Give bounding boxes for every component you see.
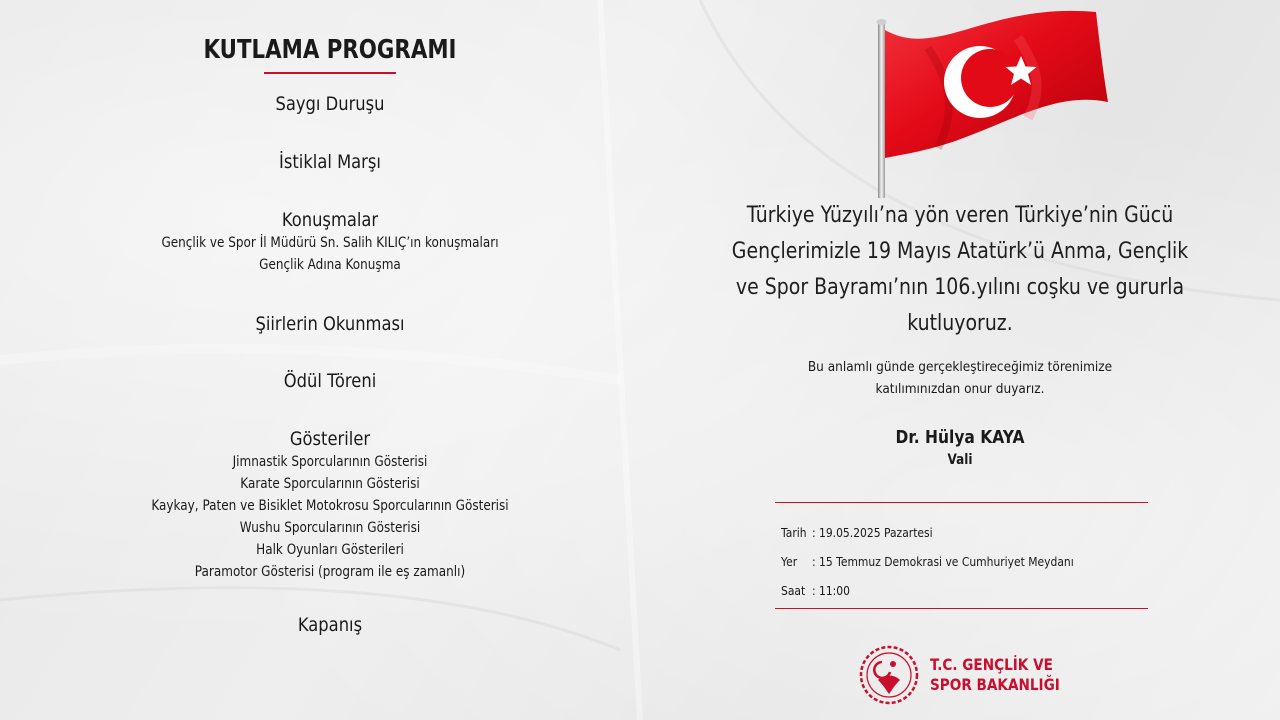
- time-value: : 11:00: [811, 583, 850, 598]
- event-date-row: [781, 518, 1091, 547]
- section-item: Kaykay, Paten ve Bisiklet Motokrosu Sporcularının Gösterisi: [151, 498, 509, 514]
- announcement: [660, 198, 1260, 470]
- section-item: Wushu Sporcularının Gösterisi: [239, 520, 421, 536]
- event-place-row: [781, 547, 1091, 576]
- time-label: Saat: [781, 583, 806, 598]
- event-details: [781, 518, 1141, 605]
- program-section-poems: [110, 312, 550, 336]
- celebration-program: [110, 30, 550, 74]
- ministry-name-line: T.C. GENÇLİK VE: [930, 655, 1053, 674]
- headline-line: ve Spor Bayramı’nın 106.yılını coşku ve gururla kutluyoruz.: [735, 275, 1185, 336]
- section-heading: Saygı Duruşu: [275, 93, 385, 115]
- section-item: Karate Sporcularının Gösterisi: [240, 476, 420, 492]
- turkish-flag-image: [868, 8, 1118, 198]
- program-section-speeches: [110, 208, 550, 276]
- program-section-moment-of-silence: [110, 92, 550, 116]
- invitation-line: Bu anlamlı günde gerçekleştireceğimiz törenimize: [807, 359, 1113, 375]
- section-heading: Şiirlerin Okunması: [255, 313, 405, 335]
- invitation-text: [690, 356, 1230, 400]
- title-underline: [264, 72, 396, 74]
- ministry-logo-icon: [858, 644, 920, 706]
- event-time-row: [781, 576, 1091, 605]
- section-heading: İstiklal Marşı: [279, 151, 381, 173]
- section-item: Gençlik ve Spor İl Müdürü Sn. Salih KILIÇ’ın konuşmaları: [161, 235, 499, 251]
- section-heading: Ödül Töreni: [283, 370, 377, 392]
- section-heading: Gösteriler: [289, 428, 371, 450]
- section-item: Halk Oyunları Gösterileri: [256, 542, 404, 558]
- section-heading: Konuşmalar: [281, 209, 379, 231]
- section-item: Gençlik Adına Konuşma: [259, 257, 401, 273]
- program-section-national-anthem: [110, 150, 550, 174]
- date-label: Tarih: [781, 525, 807, 540]
- info-top-rule: [775, 502, 1148, 503]
- info-bottom-rule: [775, 608, 1148, 609]
- invitation-line: katılımınızdan onur duyarız.: [875, 381, 1045, 397]
- signer-title: Vali: [947, 452, 973, 468]
- section-item: Jimnastik Sporcularının Gösterisi: [232, 454, 428, 470]
- ministry-name-line: SPOR BAKANLIĞI: [930, 675, 1060, 694]
- section-item: Paramotor Gösterisi (program ile eş zamanlı): [194, 564, 466, 580]
- program-section-closing: [110, 613, 550, 637]
- place-label: Yer: [781, 554, 798, 569]
- place-value: : 15 Temmuz Demokrasi ve Cumhuriyet Meydanı: [811, 554, 1074, 569]
- signer-name: Dr. Hülya KAYA: [895, 427, 1025, 448]
- date-value: : 19.05.2025 Pazartesi: [811, 525, 933, 540]
- ministry-name: [930, 655, 1060, 695]
- headline-line: Türkiye Yüzyılı’na yön veren Türkiye’nin Gücü: [746, 203, 1174, 228]
- headline-line: Gençlerimizle 19 Mayıs Atatürk’ü Anma, Gençlik: [731, 239, 1189, 264]
- program-title: KUTLAMA PROGRAMI: [203, 35, 457, 65]
- program-section-awards: [110, 369, 550, 393]
- program-section-shows: [110, 427, 550, 583]
- section-heading: Kapanış: [297, 614, 363, 636]
